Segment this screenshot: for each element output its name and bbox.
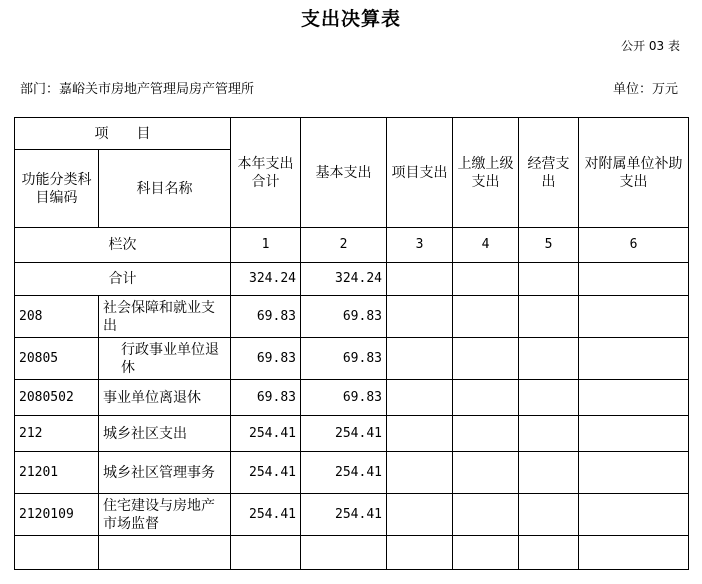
row-name: 城乡社区管理事务 — [99, 452, 231, 494]
header-name: 科目名称 — [99, 150, 231, 228]
table-row — [15, 380, 689, 416]
row-basic: 254.41 — [301, 452, 387, 494]
row-code: 2080502 — [15, 380, 99, 416]
header-project: 项目支出 — [387, 118, 453, 228]
row-name: 事业单位离退休 — [99, 380, 231, 416]
basic-amount: 324.24 — [301, 263, 387, 296]
page-title: 支出决算表 — [300, 8, 401, 30]
index-row — [15, 228, 689, 263]
index-number: 5 — [519, 228, 579, 263]
form-code: 公开 03 表 — [621, 39, 680, 53]
index-label: 栏次 — [15, 228, 231, 263]
row-total: 69.83 — [231, 338, 301, 380]
row-total: 254.41 — [231, 416, 301, 452]
table-row — [15, 296, 689, 338]
header-subsidy: 对附属单位补助支出 — [579, 118, 689, 228]
table-row — [15, 494, 689, 536]
row-total: 69.83 — [231, 380, 301, 416]
table-row — [15, 416, 689, 452]
table-row — [15, 338, 689, 380]
table-row — [15, 452, 689, 494]
row-name: 城乡社区支出 — [99, 416, 231, 452]
row-basic: 69.83 — [301, 338, 387, 380]
department-label: 部门：嘉峪关市房地产管理局房产管理所 — [20, 82, 255, 97]
row-code: 21201 — [15, 452, 99, 494]
total-amount: 324.24 — [231, 263, 301, 296]
row-name: 行政事业单位退休 — [99, 338, 231, 380]
row-basic: 254.41 — [301, 416, 387, 452]
row-code: 208 — [15, 296, 99, 338]
unit-label: 单位：万元 — [612, 82, 678, 97]
header-upper: 上缴上级支出 — [453, 118, 519, 228]
index-number: 2 — [301, 228, 387, 263]
index-number: 1 — [231, 228, 301, 263]
row-code: 20805 — [15, 338, 99, 380]
header-operating: 经营支出 — [519, 118, 579, 228]
header-code: 功能分类科目编码 — [15, 150, 99, 228]
row-basic: 254.41 — [301, 494, 387, 536]
header-basic: 基本支出 — [301, 118, 387, 228]
index-number: 6 — [579, 228, 689, 263]
expenditure-table — [14, 117, 689, 570]
row-basic: 69.83 — [301, 296, 387, 338]
row-total: 254.41 — [231, 494, 301, 536]
row-total: 254.41 — [231, 452, 301, 494]
row-basic: 69.83 — [301, 380, 387, 416]
empty-row — [15, 536, 689, 570]
row-name: 住宅建设与房地产市场监督 — [99, 494, 231, 536]
index-number: 4 — [453, 228, 519, 263]
row-total: 69.83 — [231, 296, 301, 338]
total-row — [15, 263, 689, 296]
header-total: 本年支出合计 — [231, 118, 301, 228]
header-items-group: 项 目 — [15, 118, 231, 150]
index-number: 3 — [387, 228, 453, 263]
row-name: 社会保障和就业支出 — [99, 296, 231, 338]
row-code: 2120109 — [15, 494, 99, 536]
row-code: 212 — [15, 416, 99, 452]
header-row-group — [15, 118, 689, 150]
total-label: 合计 — [15, 263, 231, 296]
